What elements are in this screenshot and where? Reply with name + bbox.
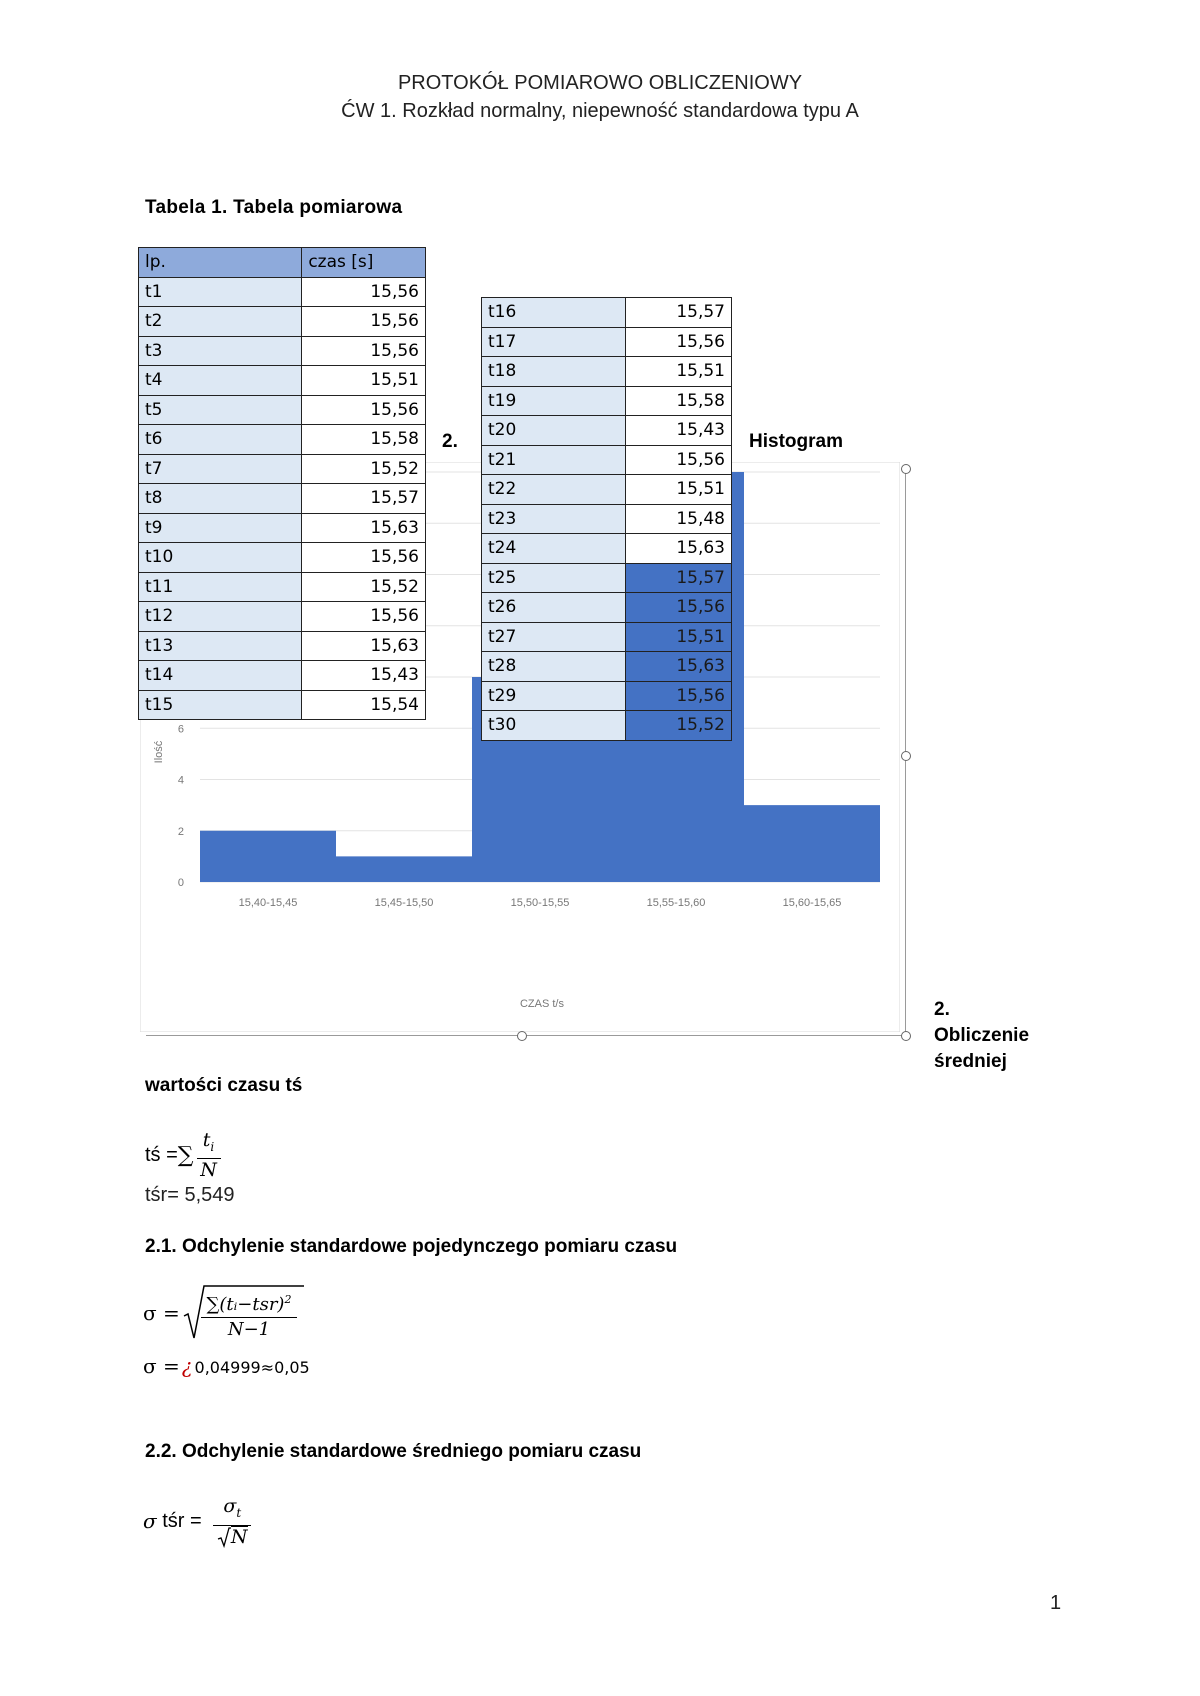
row-value-cell[interactable]: 15,57 bbox=[626, 298, 732, 328]
table-row bbox=[482, 563, 732, 593]
table-row bbox=[139, 690, 426, 720]
row-label-cell: t21 bbox=[482, 445, 626, 475]
row-label-cell: t19 bbox=[482, 386, 626, 416]
x-axis-label: CZAS t/s bbox=[519, 998, 565, 1010]
sigma-lhs: σ = bbox=[143, 1301, 180, 1325]
table-row bbox=[139, 513, 426, 543]
row-label-cell: t26 bbox=[482, 593, 626, 623]
section-2-2-title: 2.2. Odchylenie standardowe średniego pomiaru czasu bbox=[145, 1441, 642, 1462]
mean-std-dev-fraction bbox=[213, 1494, 251, 1548]
mean-std-dev-numerator: $\sigma_t$ bbox=[223, 1495, 242, 1520]
row-label-cell: t6 bbox=[139, 425, 302, 455]
row-value-cell[interactable]: 15,51 bbox=[302, 366, 426, 396]
mean-section-title-cont: wartości czasu tś bbox=[145, 1075, 303, 1096]
page-number: 1 bbox=[1050, 1592, 1062, 1614]
row-value-cell[interactable]: 15,57 bbox=[302, 484, 426, 514]
row-value-cell[interactable]: 15,56 bbox=[302, 543, 426, 573]
table-row bbox=[482, 445, 732, 475]
row-label-cell: t13 bbox=[139, 631, 302, 661]
table-row bbox=[139, 572, 426, 602]
error-glyph: ¿ bbox=[181, 1354, 193, 1378]
row-label-cell: t4 bbox=[139, 366, 302, 396]
y-axis-label: Ilość bbox=[153, 740, 165, 764]
row-label-cell: t30 bbox=[482, 711, 626, 741]
row-value-cell[interactable]: 15,51 bbox=[626, 475, 732, 505]
row-value-cell[interactable]: 15,48 bbox=[626, 504, 732, 534]
row-label-cell: t8 bbox=[139, 484, 302, 514]
table-row bbox=[482, 534, 732, 564]
row-value-cell[interactable]: 15,56 bbox=[302, 602, 426, 632]
row-value-cell[interactable]: 15,58 bbox=[302, 425, 426, 455]
row-label-cell: t29 bbox=[482, 681, 626, 711]
histogram-heading: Histogram bbox=[749, 431, 843, 452]
row-value-cell[interactable]: 15,63 bbox=[626, 652, 732, 682]
mean-section-number: 2. bbox=[934, 999, 950, 1020]
row-value-cell[interactable]: 15,56 bbox=[302, 336, 426, 366]
row-label-cell: t17 bbox=[482, 327, 626, 357]
x-tick-label: 15,40-15,45 bbox=[238, 897, 298, 909]
table-row bbox=[482, 327, 732, 357]
sqrt-small-sign bbox=[217, 1526, 231, 1548]
mean-section-heading bbox=[934, 997, 1029, 1075]
std-dev-numerator: ∑(tᵢ−tsr)$^2$ bbox=[206, 1293, 292, 1315]
table-row bbox=[139, 395, 426, 425]
row-label-cell: t27 bbox=[482, 622, 626, 652]
y-tick-label: 4 bbox=[177, 774, 184, 787]
table-row bbox=[482, 622, 732, 652]
row-value-cell[interactable]: 15,57 bbox=[626, 563, 732, 593]
row-label-cell: t5 bbox=[139, 395, 302, 425]
table-row bbox=[482, 298, 732, 328]
std-dev-fraction bbox=[201, 1288, 297, 1342]
row-value-cell[interactable]: 15,56 bbox=[626, 445, 732, 475]
table-row bbox=[482, 504, 732, 534]
mean-fraction bbox=[197, 1129, 221, 1181]
section-2-1-title: 2.1. Odchylenie standardowe pojedynczego pomiaru czasu bbox=[145, 1236, 678, 1257]
row-value-cell[interactable]: 15,63 bbox=[626, 534, 732, 564]
table-row bbox=[139, 307, 426, 337]
row-label-cell: t18 bbox=[482, 357, 626, 387]
row-value-cell[interactable]: 15,56 bbox=[626, 681, 732, 711]
std-dev-value: 0,04999≈0,05 bbox=[194, 1358, 310, 1377]
row-value-cell[interactable]: 15,52 bbox=[626, 711, 732, 741]
row-value-cell[interactable]: 15,56 bbox=[302, 307, 426, 337]
row-value-cell[interactable]: 15,63 bbox=[302, 631, 426, 661]
table-row bbox=[139, 336, 426, 366]
y-tick-label: 0 bbox=[177, 877, 184, 889]
row-label-cell: t3 bbox=[139, 336, 302, 366]
table-row bbox=[482, 652, 732, 682]
row-label-cell: t9 bbox=[139, 513, 302, 543]
row-value-cell[interactable]: 15,56 bbox=[626, 593, 732, 623]
mean-std-dev-formula bbox=[143, 1490, 251, 1552]
row-label-cell: t2 bbox=[139, 307, 302, 337]
table-row bbox=[482, 475, 732, 505]
x-tick-label: 15,55-15,60 bbox=[646, 897, 706, 909]
row-value-cell[interactable]: 15,56 bbox=[302, 277, 426, 307]
row-label-cell: t1 bbox=[139, 277, 302, 307]
std-dev-denominator: N−1 bbox=[227, 1319, 271, 1340]
row-label-cell: t22 bbox=[482, 475, 626, 505]
table-row bbox=[139, 277, 426, 307]
mean-std-dev-denominator: N bbox=[217, 1526, 248, 1548]
mean-std-dev-lhs: tśr = bbox=[156, 1509, 208, 1532]
row-label-cell: t14 bbox=[139, 661, 302, 691]
sum-symbol: ∑ bbox=[177, 1142, 194, 1168]
column-header-time: czas [s] bbox=[302, 248, 426, 278]
y-tick-label: 2 bbox=[177, 825, 184, 838]
table-row bbox=[482, 386, 732, 416]
row-value-cell[interactable]: 15,43 bbox=[626, 416, 732, 446]
row-value-cell[interactable]: 15,51 bbox=[626, 622, 732, 652]
row-label-cell: t7 bbox=[139, 454, 302, 484]
mean-formula bbox=[145, 1125, 221, 1185]
row-value-cell[interactable]: 15,43 bbox=[302, 661, 426, 691]
row-value-cell[interactable]: 15,63 bbox=[302, 513, 426, 543]
table-header-row bbox=[139, 248, 426, 278]
section-number: 2. bbox=[442, 431, 458, 452]
row-label-cell: t12 bbox=[139, 602, 302, 632]
resize-handle-bottom[interactable] bbox=[517, 1031, 527, 1041]
document-subtitle: ĆW 1. Rozkład normalny, niepewność standardowa typu A bbox=[341, 100, 859, 122]
table-row bbox=[139, 366, 426, 396]
table-row bbox=[482, 681, 732, 711]
mean-section-title-2: średniej bbox=[934, 1051, 1007, 1072]
row-value-cell[interactable]: 15,51 bbox=[626, 357, 732, 387]
mean-section-title-1: Obliczenie bbox=[934, 1025, 1030, 1046]
table-row bbox=[139, 454, 426, 484]
fraction-numerator: $t_i$ bbox=[202, 1129, 215, 1154]
row-label-cell: t20 bbox=[482, 416, 626, 446]
std-dev-formula bbox=[143, 1282, 306, 1344]
resize-handle-right[interactable] bbox=[901, 751, 911, 761]
row-value-cell[interactable]: 15,56 bbox=[626, 327, 732, 357]
row-label-cell: t25 bbox=[482, 563, 626, 593]
table-row bbox=[482, 357, 732, 387]
std-dev-result bbox=[143, 1354, 310, 1378]
row-value-cell[interactable]: 15,52 bbox=[302, 454, 426, 484]
measurement-table-1 bbox=[138, 247, 426, 720]
row-label-cell: t24 bbox=[482, 534, 626, 564]
row-label-cell: t10 bbox=[139, 543, 302, 573]
mean-result: tśr= 5,549 bbox=[145, 1184, 235, 1206]
table-row bbox=[139, 602, 426, 632]
table-row bbox=[139, 631, 426, 661]
row-value-cell[interactable]: 15,54 bbox=[302, 690, 426, 720]
resize-handle-bottom-right[interactable] bbox=[901, 1031, 911, 1041]
x-tick-label: 15,50-15,55 bbox=[510, 897, 570, 909]
table-row bbox=[139, 661, 426, 691]
table-row bbox=[482, 593, 732, 623]
row-value-cell[interactable]: 15,58 bbox=[626, 386, 732, 416]
row-label-cell: t16 bbox=[482, 298, 626, 328]
document-title: PROTOKÓŁ POMIAROWO OBLICZENIOWY bbox=[397, 72, 803, 94]
sigma-result-lhs: σ = bbox=[143, 1354, 180, 1378]
row-label-cell: t28 bbox=[482, 652, 626, 682]
row-value-cell[interactable]: 15,56 bbox=[302, 395, 426, 425]
column-header-lp: lp. bbox=[139, 248, 302, 278]
row-label-cell: t23 bbox=[482, 504, 626, 534]
table-row bbox=[482, 416, 732, 446]
table-row bbox=[482, 711, 732, 741]
resize-handle-top-right[interactable] bbox=[901, 464, 911, 474]
row-label-cell: t11 bbox=[139, 572, 302, 602]
x-tick-label: 15,45-15,50 bbox=[374, 897, 434, 909]
measurement-table-2 bbox=[481, 297, 732, 741]
row-value-cell[interactable]: 15,52 bbox=[302, 572, 426, 602]
y-tick-label: 6 bbox=[177, 723, 184, 736]
table-row bbox=[139, 425, 426, 455]
table-caption: Tabela 1. Tabela pomiarowa bbox=[145, 197, 403, 218]
fraction-denominator: N bbox=[200, 1158, 217, 1181]
row-label-cell: t15 bbox=[139, 690, 302, 720]
table-row bbox=[139, 484, 426, 514]
mean-formula-lhs: tś = bbox=[145, 1143, 178, 1166]
sigma-symbol: σ bbox=[143, 1509, 157, 1533]
table-row bbox=[139, 543, 426, 573]
x-tick-label: 15,60-15,65 bbox=[782, 897, 842, 909]
